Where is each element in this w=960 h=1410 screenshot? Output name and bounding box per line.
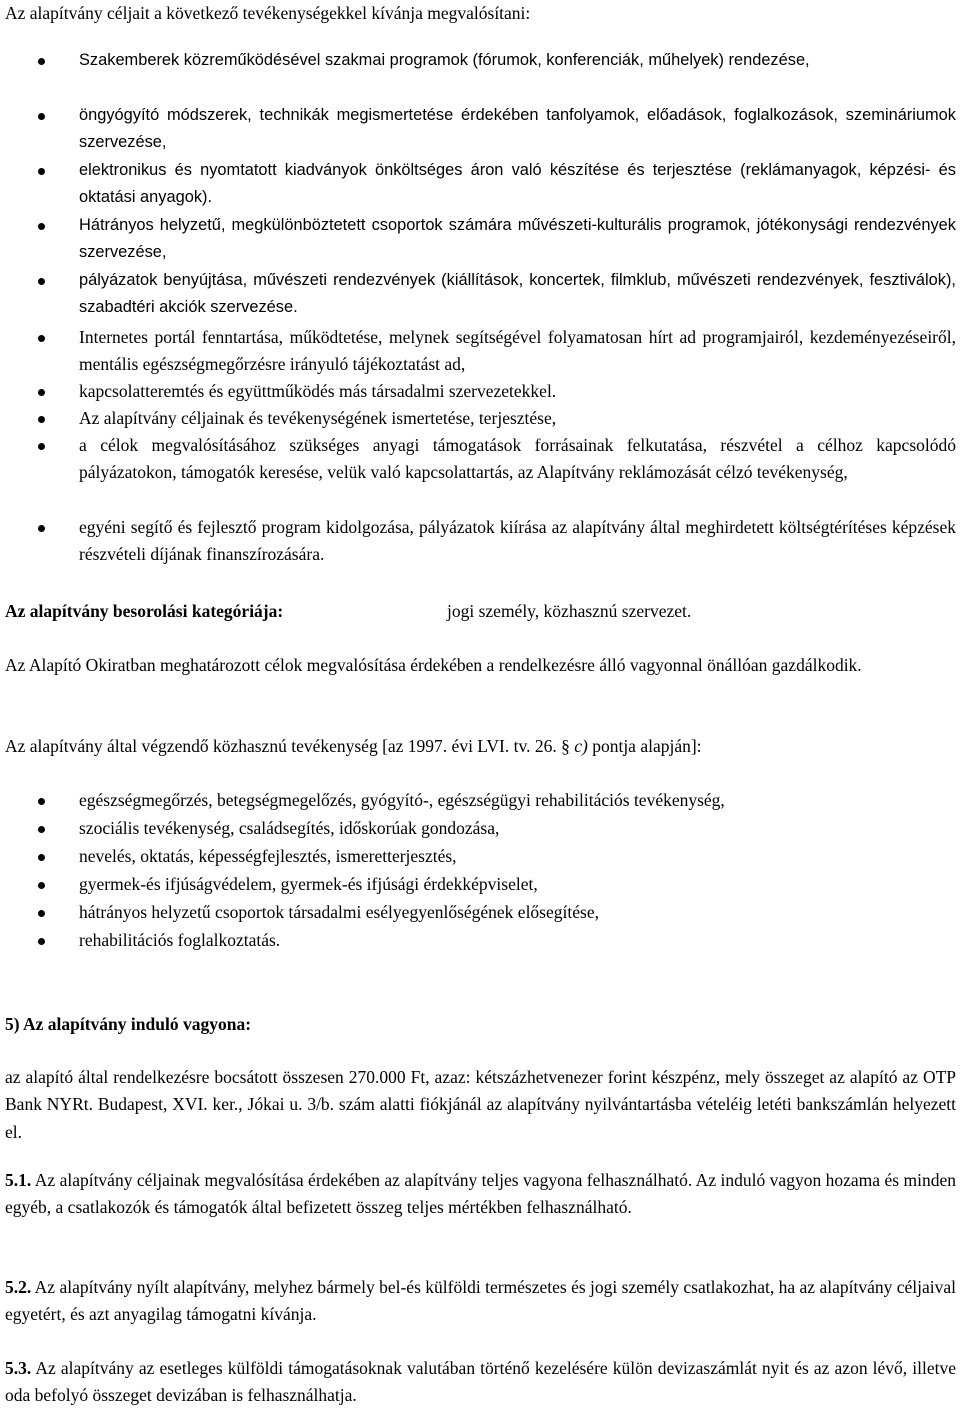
list-item: Internetes portál fenntartása, működtetése, melynek segítségével folyamatosan hírt ad programjairól, kezdeményezéseiről, mentális egészségmegőrzésre irányuló tájékoztatást ad,	[5, 324, 956, 378]
subsection-5-2: 5.2. Az alapítvány nyílt alapítvány, melyhez bármely bel-és külföldi természetes és jogi személy csatlakozhat, ha az alapítvány céljaival egyetért, és azt anyagilag támogatni kívánja.	[5, 1277, 956, 1325]
list-item: pályázatok benyújtása, művészeti rendezvények (kiállítások, koncertek, filmklub, művészeti rendezvények, fesztiválok), szabadtéri akciók szervezése.	[5, 267, 956, 322]
list-item: elektronikus és nyomtatott kiadványok önköltséges áron való készítése és terjesztése (reklámanyagok, képzési- és oktatási anyagok).	[5, 157, 956, 212]
list-item: gyermek-és ifjúságvédelem, gyermek-és ifjúsági érdekképviselet,	[5, 871, 956, 899]
classification-row	[5, 598, 956, 626]
bullet-icon	[38, 798, 45, 805]
list-item: Az alapítvány céljainak és tevékenységének ismertetése, terjesztése,	[5, 405, 956, 432]
list-item: hátrányos helyzetű csoportok társadalmi esélyegyenlőségének elősegítése,	[5, 899, 956, 927]
bullet-icon	[38, 113, 45, 120]
bullet-icon	[38, 389, 45, 396]
section5-heading: 5) Az alapítvány induló vagyona:	[5, 1014, 252, 1034]
list-item: kapcsolatteremtés és együttműködés más társadalmi szervezetekkel.	[5, 378, 956, 405]
bullet-icon	[38, 335, 45, 342]
management-paragraph: Az Alapító Okiratban meghatározott célok megvalósítása érdekében a rendelkezésre álló vagyonnal önállóan gazdálkodik.	[5, 655, 862, 675]
bullet-icon	[38, 910, 45, 917]
bullet-icon	[38, 938, 45, 945]
subsection-5-1: 5.1. Az alapítvány céljainak megvalósítása érdekében az alapítvány teljes vagyona felhasználható. Az induló vagyon hozama és minden egyéb, a csatlakozók és támogatók által befizetett összeg teljes mértékben felhasználható.	[5, 1170, 956, 1218]
list-item: a célok megvalósításához szükséges anyagi támogatások forrásainak felkutatása, részvétel a célhoz kapcsolódó pályázatokon, támogatók keresése, velük való kapcsolattartás, az Alapítvány reklámozását célzó tevékenység,	[5, 432, 956, 514]
bullet-icon	[38, 826, 45, 833]
classification-label: Az alapítvány besorolási kategóriája:	[5, 601, 284, 621]
bullet-icon	[38, 278, 45, 285]
bullet-icon	[38, 416, 45, 423]
list-item: öngyógyító módszerek, technikák megismertetése érdekében tanfolyamok, előadások, foglalkozások, szemináriumok szervezése,	[5, 102, 956, 157]
list-item: egyéni segítő és fejlesztő program kidolgozása, pályázatok kiírása az alapítvány által meghirdetett költségtérítéses képzések részvételi díjának finanszírozására.	[5, 514, 956, 568]
activities-list-2	[5, 324, 956, 568]
bullet-icon	[38, 882, 45, 889]
activities-list	[5, 47, 956, 322]
list-item: rehabilitációs foglalkoztatás.	[5, 927, 956, 955]
bullet-icon	[38, 223, 45, 230]
bullet-icon	[38, 443, 45, 450]
list-item: egészségmegőrzés, betegségmegelőzés, gyógyító-, egészségügyi rehabilitációs tevékenység,	[5, 787, 956, 815]
bullet-icon	[38, 525, 45, 532]
bullet-icon	[38, 168, 45, 175]
list-item: szociális tevékenység, családsegítés, időskorúak gondozása,	[5, 815, 956, 843]
bullet-icon	[38, 854, 45, 861]
bullet-icon	[38, 58, 45, 65]
classification-value: jogi személy, közhasznú szervezet.	[447, 601, 692, 621]
public-benefit-list	[5, 787, 956, 955]
public-benefit-paragraph: Az alapítvány által végzendő közhasznú tevékenység [az 1997. évi LVI. tv. 26. § c) pontja alapján]:	[5, 736, 702, 756]
subsection-5-3: 5.3. Az alapítvány az esetleges külföldi támogatásoknak valutában történő kezelésére külön devizaszámlát nyit és az azon lévő, illetve oda befolyó összeget devizában is felhasználhatja.	[5, 1358, 956, 1406]
section5-body: az alapító által rendelkezésre bocsátott összesen 270.000 Ft, azaz: kétszázhetvenezer forint készpénz, mely összeget az alapító az OTP Bank NYRt. Budapest, XVI. ker., Jókai u. 3/b. szám alatti fiókjánál az alapítvány nyilvántartásba vételéig letéti bankszámlán helyezett el.	[5, 1067, 956, 1142]
list-item: Szakemberek közreműködésével szakmai programok (fórumok, konferenciák, műhelyek) rendezése,	[5, 47, 956, 102]
list-item: Hátrányos helyzetű, megkülönböztetett csoportok számára művészeti-kulturális programok, jótékonysági rendezvények szervezése,	[5, 212, 956, 267]
activities-intro: Az alapítvány céljait a következő tevékenységekkel kívánja megvalósítani:	[5, 3, 531, 23]
list-item: nevelés, oktatás, képességfejlesztés, ismeretterjesztés,	[5, 843, 956, 871]
